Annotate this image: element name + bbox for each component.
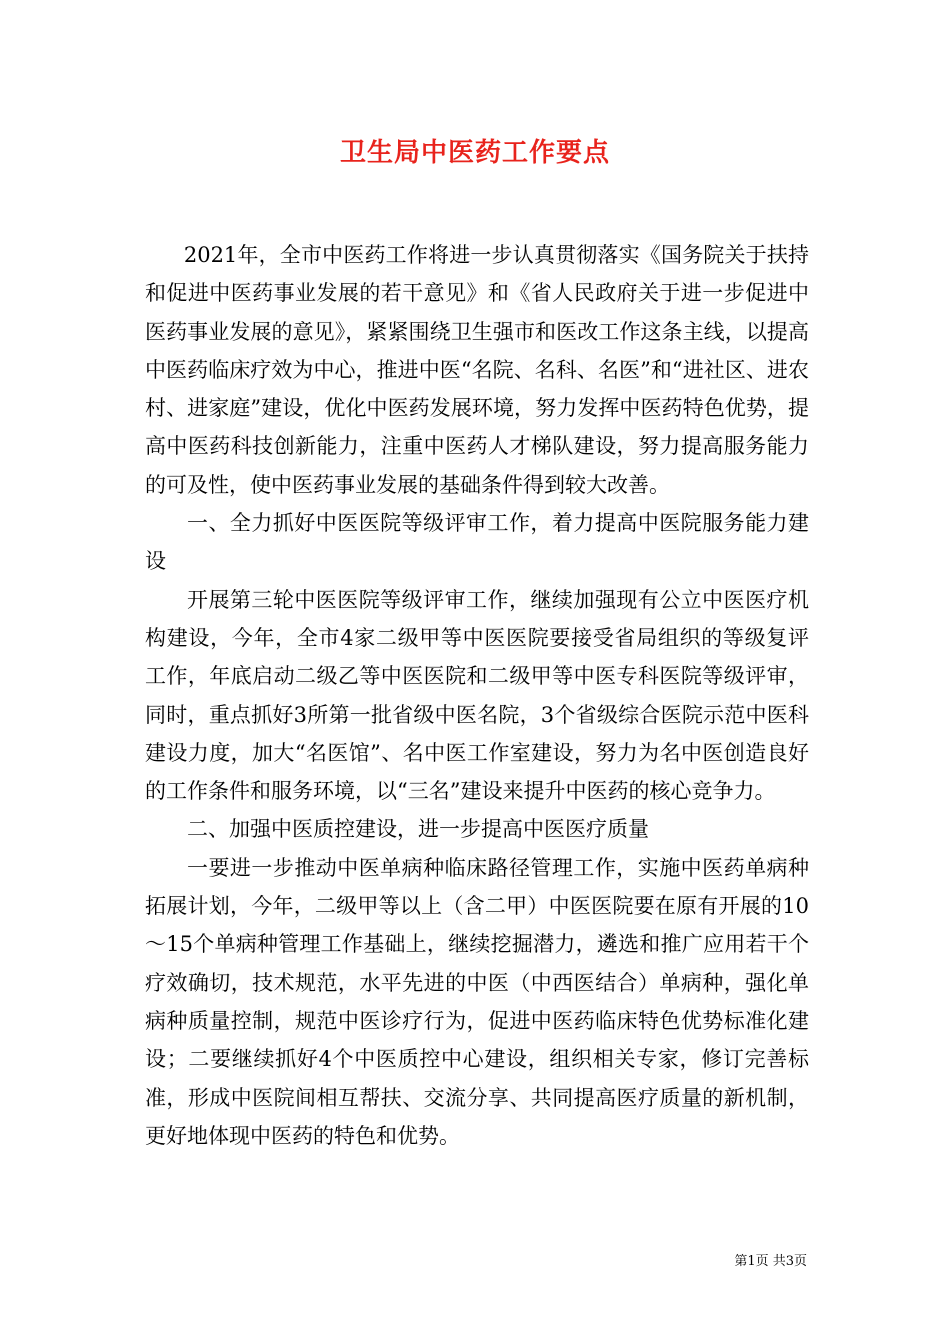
section-heading-2: 二、加强中医质控建设，进一步提高中医医疗质量 [187, 817, 649, 842]
document-body [145, 236, 809, 1155]
paragraph-section-1: 开展第三轮中医医院等级评审工作，继续加强现有公立中医医疗机构建设，今年，全市4家二级甲等中医医院要接受省局组织的等级复评工作，年底启动二级乙等中医医院和二级甲等中医专科医院等级评审，同时，重点抓好3所第一批省级中医名院，3个省级综合医院示范中医科建设力度，加大“名医馆”、名中医工作室建设，努力为名中医创造良好的工作条件和服务环境，以“三名”建设来提升中医药的核心竞争力。 [145, 587, 809, 804]
document-title: 卫生局中医药工作要点 [339, 138, 610, 168]
paragraph-section-2: 一要进一步推动中医单病种临床路径管理工作，实施中医药单病种拓展计划，今年，二级甲等以上（含二甲）中医医院要在原有开展的10～15个单病种管理工作基础上，继续挖掘潜力，遴选和推广应用若干个疗效确切，技术规范，水平先进的中医（中西医结合）单病种，强化单病种质量控制，规范中医诊疗行为，促进中医药临床特色优势标准化建设；二要继续抓好4个中医质控中心建设，组织相关专家，修订完善标准，形成中医院间相互帮扶、交流分享、共同提高医疗质量的新机制，更好地体现中医药的特色和优势。 [145, 855, 809, 1148]
paragraph-intro: 2021年，全市中医药工作将进一步认真贯彻落实《国务院关于扶持和促进中医药事业发展的若干意见》和《省人民政府关于进一步促进中医药事业发展的意见》，紧紧围绕卫生强市和医改工作这条主线，以提高中医药临床疗效为中心，推进中医“名院、名科、名医”和“进社区、进农村、进家庭”建设，优化中医药发展环境，努力发挥中医药特色优势，提高中医药科技创新能力，注重中医药人才梯队建设，努力提高服务能力的可及性，使中医药事业发展的基础条件得到较大改善。 [145, 243, 809, 497]
page-number: 第1页 共3页 [734, 1254, 807, 1269]
section-heading-1: 一、全力抓好中医医院等级评审工作，着力提高中医院服务能力建设 [145, 511, 809, 574]
